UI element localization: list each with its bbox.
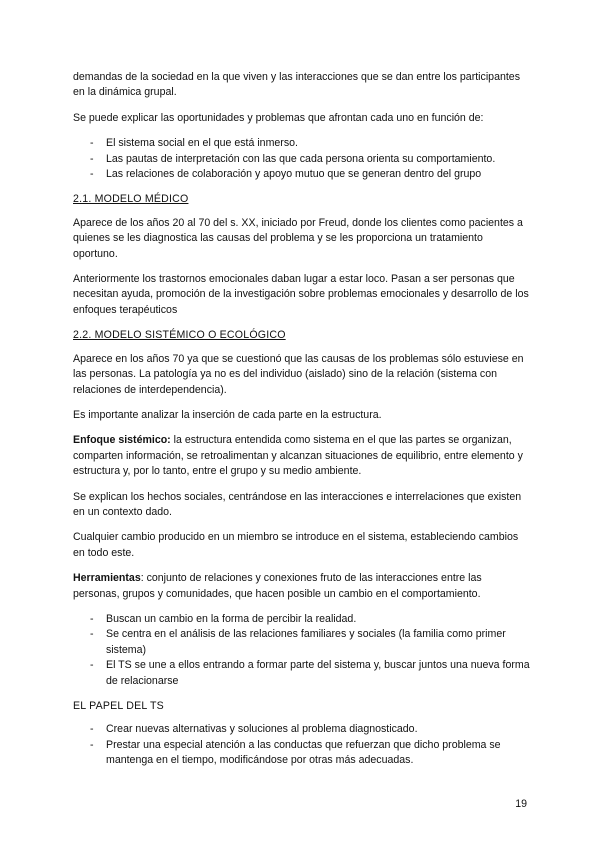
dash-bullet: - (90, 628, 94, 641)
list-item (73, 722, 530, 737)
enfoque-label: Enfoque sistémico: (73, 434, 171, 447)
enfoque-text: la estructura entendida como sistema en el que las partes se organizan, comparten información, se retroalimentan y alcanzan situaciones de equilibrio, entre elemento y estructura y, por lo tanto, entre el grupo y su medio ambiente. (73, 434, 523, 478)
section-heading-papel-ts: EL PAPEL DEL TS (73, 700, 164, 712)
dash-bullet: - (90, 723, 94, 736)
explain-list (73, 136, 530, 182)
list-item (73, 627, 530, 658)
list-item (73, 738, 530, 769)
sistemico-paragraph-1: Aparece en los años 70 ya que se cuestionó que las causas de los problemas sólo estuviese en las personas. La patología ya no es del individuo (aislado) sino de la relación (sistema con relaciones de interdependencia). (73, 352, 524, 396)
list-item-text: Buscan un cambio en la forma de percibir la realidad. (106, 612, 357, 625)
herramientas-paragraph (73, 571, 530, 602)
sistemico-paragraph-4: Cualquier cambio producido en un miembro se introduce en el sistema, estableciendo cambios en todo este. (73, 531, 519, 559)
papel-ts-list (73, 722, 530, 768)
list-item-text: Se centra en el análisis de las relaciones familiares y sociales (la familia como primer sistema) (106, 628, 506, 656)
list-item (73, 612, 530, 627)
medico-paragraph-2: Anteriormente los trastornos emocionales daban lugar a estar loco. Pasan a ser personas que necesitan ayuda, promoción de la investigación sobre problemas emocionales y desarrollo de los enfoques terapéuticos (73, 273, 529, 316)
section-heading-modelo-medico: 2.1. MODELO MÉDICO (73, 193, 189, 206)
dash-bullet: - (90, 738, 94, 751)
list-item (73, 658, 530, 689)
sistemico-paragraph-2: Es importante analizar la inserción de cada parte en la estructura. (73, 408, 382, 421)
list-item-text: El TS se une a ellos entrando a formar parte del sistema y, buscar juntos una nueva forma de relacionarse (106, 659, 530, 687)
list-item (73, 152, 530, 167)
dash-bullet: - (90, 152, 94, 165)
dash-bullet: - (90, 612, 94, 625)
herramientas-label: Herramientas (73, 572, 141, 585)
list-item (73, 167, 530, 182)
list-item (73, 136, 530, 151)
list-item-text: Prestar una especial atención a las conductas que refuerzan que dicho problema se mantenga en el tiempo, modificándose por otras más adecuadas. (106, 738, 501, 767)
dash-bullet: - (90, 168, 94, 181)
herramientas-text: : conjunto de relaciones y conexiones fruto de las interacciones entre las personas, grupos y comunidades, que hacen posible un cambio en el comportamiento. (73, 572, 482, 600)
herramientas-list (73, 612, 530, 689)
section-heading-modelo-sistemico: 2.2. MODELO SISTÉMICO O ECOLÓGICO (73, 329, 286, 342)
explain-intro-paragraph: Se puede explicar las oportunidades y problemas que afrontan cada uno en función de: (73, 111, 484, 124)
page-content (73, 70, 530, 779)
dash-bullet: - (90, 659, 94, 672)
page-number: 19 (515, 798, 527, 810)
enfoque-sistemico-paragraph (73, 433, 530, 479)
list-item-text: Crear nuevas alternativas y soluciones al problema diagnosticado. (106, 723, 418, 736)
medico-paragraph-1: Aparece de los años 20 al 70 del s. XX, iniciado por Freud, donde los clientes como pacientes a quienes se les diagnostica las causas del problema y se les proporciona un tratamiento oportuno. (73, 216, 523, 260)
sistemico-paragraph-3: Se explican los hechos sociales, centrándose en las interacciones e interrelaciones que existen en un contexto dado. (73, 490, 522, 518)
list-item-text: Las pautas de interpretación con las que cada persona orienta su comportamiento. (106, 152, 496, 165)
intro-paragraph: demandas de la sociedad en la que viven y las interacciones que se dan entre los participantes en la dinámica grupal. (73, 71, 520, 99)
list-item-text: Las relaciones de colaboración y apoyo mutuo que se generan dentro del grupo (106, 168, 482, 181)
list-item-text: El sistema social en el que está inmerso. (106, 137, 298, 150)
dash-bullet: - (90, 137, 94, 150)
